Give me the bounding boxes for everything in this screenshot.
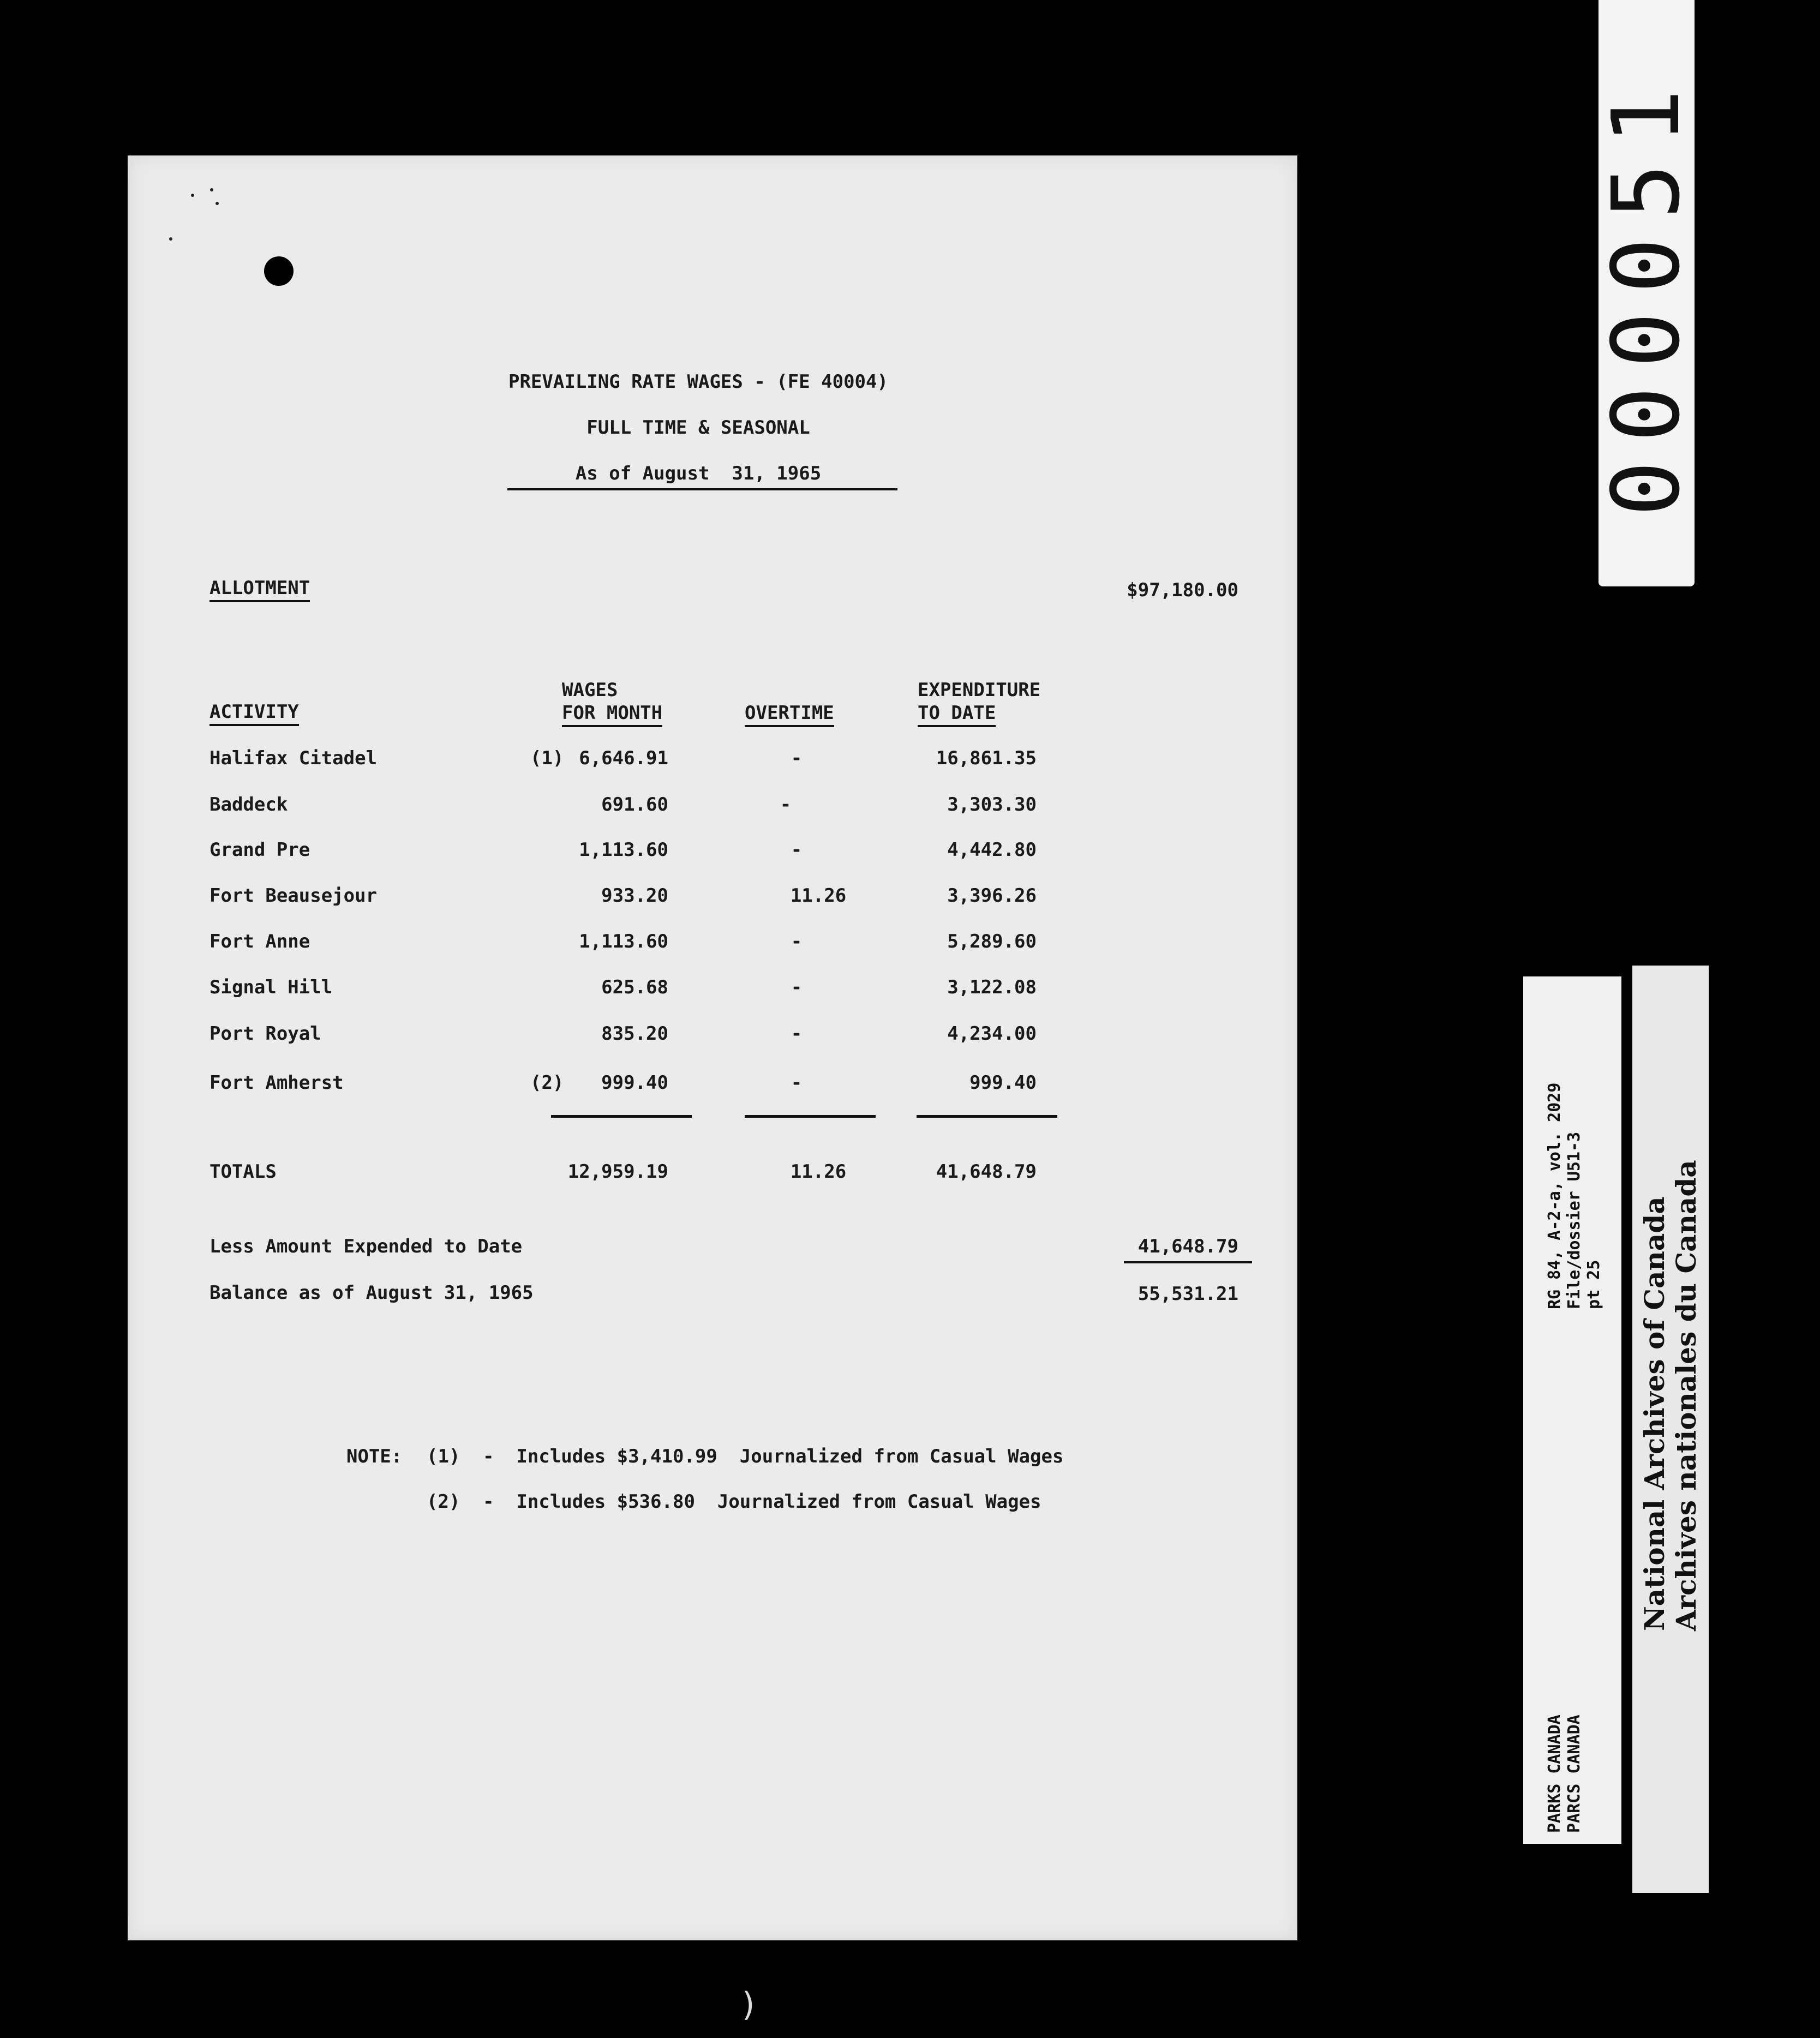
title-line-1: PREVAILING RATE WAGES - (FE 40004) — [508, 371, 888, 393]
activity-cell: Fort Anne — [209, 931, 310, 952]
totals-expenditure: 41,648.79 — [936, 1161, 1037, 1183]
title-line-2: FULL TIME & SEASONAL — [586, 417, 810, 439]
expenditure-cell: 3,303.30 — [947, 794, 1037, 816]
activity-cell: Fort Amherst — [209, 1072, 344, 1094]
overtime-cell: - — [791, 747, 803, 769]
expenditure-cell: 999.40 — [969, 1072, 1037, 1094]
activity-cell: Grand Pre — [209, 839, 310, 861]
col-wages-line2: FOR MONTH — [562, 702, 662, 724]
less-label: Less Amount Expended to Date — [209, 1236, 523, 1257]
expenditure-cell: 5,289.60 — [947, 931, 1037, 952]
note-2-number: (2) — [427, 1491, 460, 1513]
expenditure-cell: 16,861.35 — [936, 747, 1037, 769]
national-archives-text: National Archives of Canada Archives nationales du Canada — [1638, 1160, 1702, 1631]
activity-cell: Port Royal — [209, 1023, 321, 1045]
speck — [169, 237, 172, 241]
expenditure-cell: 4,234.00 — [947, 1023, 1037, 1045]
overtime-cell: - — [791, 1023, 803, 1045]
overtime-cell: - — [791, 976, 803, 998]
totals-overtime: 11.26 — [790, 1161, 847, 1183]
totals-wages: 12,959.19 — [567, 1161, 668, 1183]
overtime-cell: 11.26 — [790, 885, 847, 907]
punch-hole — [264, 256, 294, 286]
balance-amount: 55,531.21 — [1138, 1283, 1238, 1305]
wages-cell: 835.20 — [601, 1023, 668, 1045]
note-1-number: (1) — [427, 1446, 460, 1467]
overtime-cell: - — [791, 1072, 803, 1094]
speck — [191, 194, 194, 197]
wages-cell: 1,113.60 — [579, 931, 668, 952]
col-overtime: OVERTIME — [745, 702, 834, 724]
allotment-amount: $97,180.00 — [1127, 579, 1238, 601]
title-line-3: As of August 31, 1965 — [575, 463, 822, 484]
activity-cell: Halifax Citadel — [209, 747, 378, 769]
expenditure-cell: 3,396.26 — [947, 885, 1037, 907]
wages-total-rule — [551, 1115, 692, 1118]
parks-canada-text: PARKS CANADA PARCS CANADA — [1545, 1715, 1584, 1833]
balance-label: Balance as of August 31, 1965 — [209, 1282, 534, 1304]
wages-cell: 999.40 — [601, 1072, 668, 1094]
frame-number: 000051 — [1593, 70, 1701, 517]
activity-cell: Signal Hill — [209, 976, 333, 998]
expenditure-cell: 3,122.08 — [947, 976, 1037, 998]
speck — [215, 202, 219, 205]
wages-cell: 625.68 — [601, 976, 668, 998]
wages-cell: 6,646.91 — [579, 747, 668, 769]
wages-cell: 1,113.60 — [579, 839, 668, 861]
frame-number-strip — [1593, 0, 1701, 586]
expenditure-total-rule — [917, 1115, 1057, 1118]
overtime-cell: - — [791, 839, 803, 861]
note-1-text: - Includes $3,410.99 Journalized from Casual Wages — [483, 1446, 1064, 1467]
note-ref: (1) — [530, 747, 564, 769]
note-prefix: NOTE: — [346, 1446, 403, 1467]
note-2-text: - Includes $536.80 Journalized from Casual Wages — [483, 1491, 1041, 1513]
national-archives-label — [1632, 966, 1709, 1893]
title-underline — [507, 488, 897, 490]
overtime-cell: - — [791, 931, 803, 952]
wages-cell: 933.20 — [601, 885, 668, 907]
activity-cell: Fort Beausejour — [209, 885, 378, 907]
less-amount: 41,648.79 — [1138, 1236, 1238, 1257]
col-expenditure-line2: TO DATE — [918, 702, 996, 724]
expenditure-cell: 4,442.80 — [947, 839, 1037, 861]
overtime-total-rule — [745, 1115, 876, 1118]
film-mark: ) — [742, 1986, 755, 2024]
col-activity: ACTIVITY — [209, 701, 299, 723]
archive-reference: RG 84, A-2-a, vol. 2029 File/dossier U51-3 pt 25 — [1545, 1082, 1603, 1309]
col-expenditure-line1: EXPENDITURE — [918, 679, 1041, 701]
activity-cell: Baddeck — [209, 794, 288, 816]
note-ref: (2) — [530, 1072, 564, 1094]
allotment-label: ALLOTMENT — [209, 577, 310, 599]
col-wages-line1: WAGES — [562, 679, 618, 701]
speck — [210, 188, 213, 191]
parks-canada-label — [1523, 976, 1621, 1844]
wages-cell: 691.60 — [601, 794, 668, 816]
less-underline — [1124, 1261, 1252, 1263]
overtime-cell: - — [780, 794, 792, 816]
totals-label: TOTALS — [209, 1161, 277, 1183]
